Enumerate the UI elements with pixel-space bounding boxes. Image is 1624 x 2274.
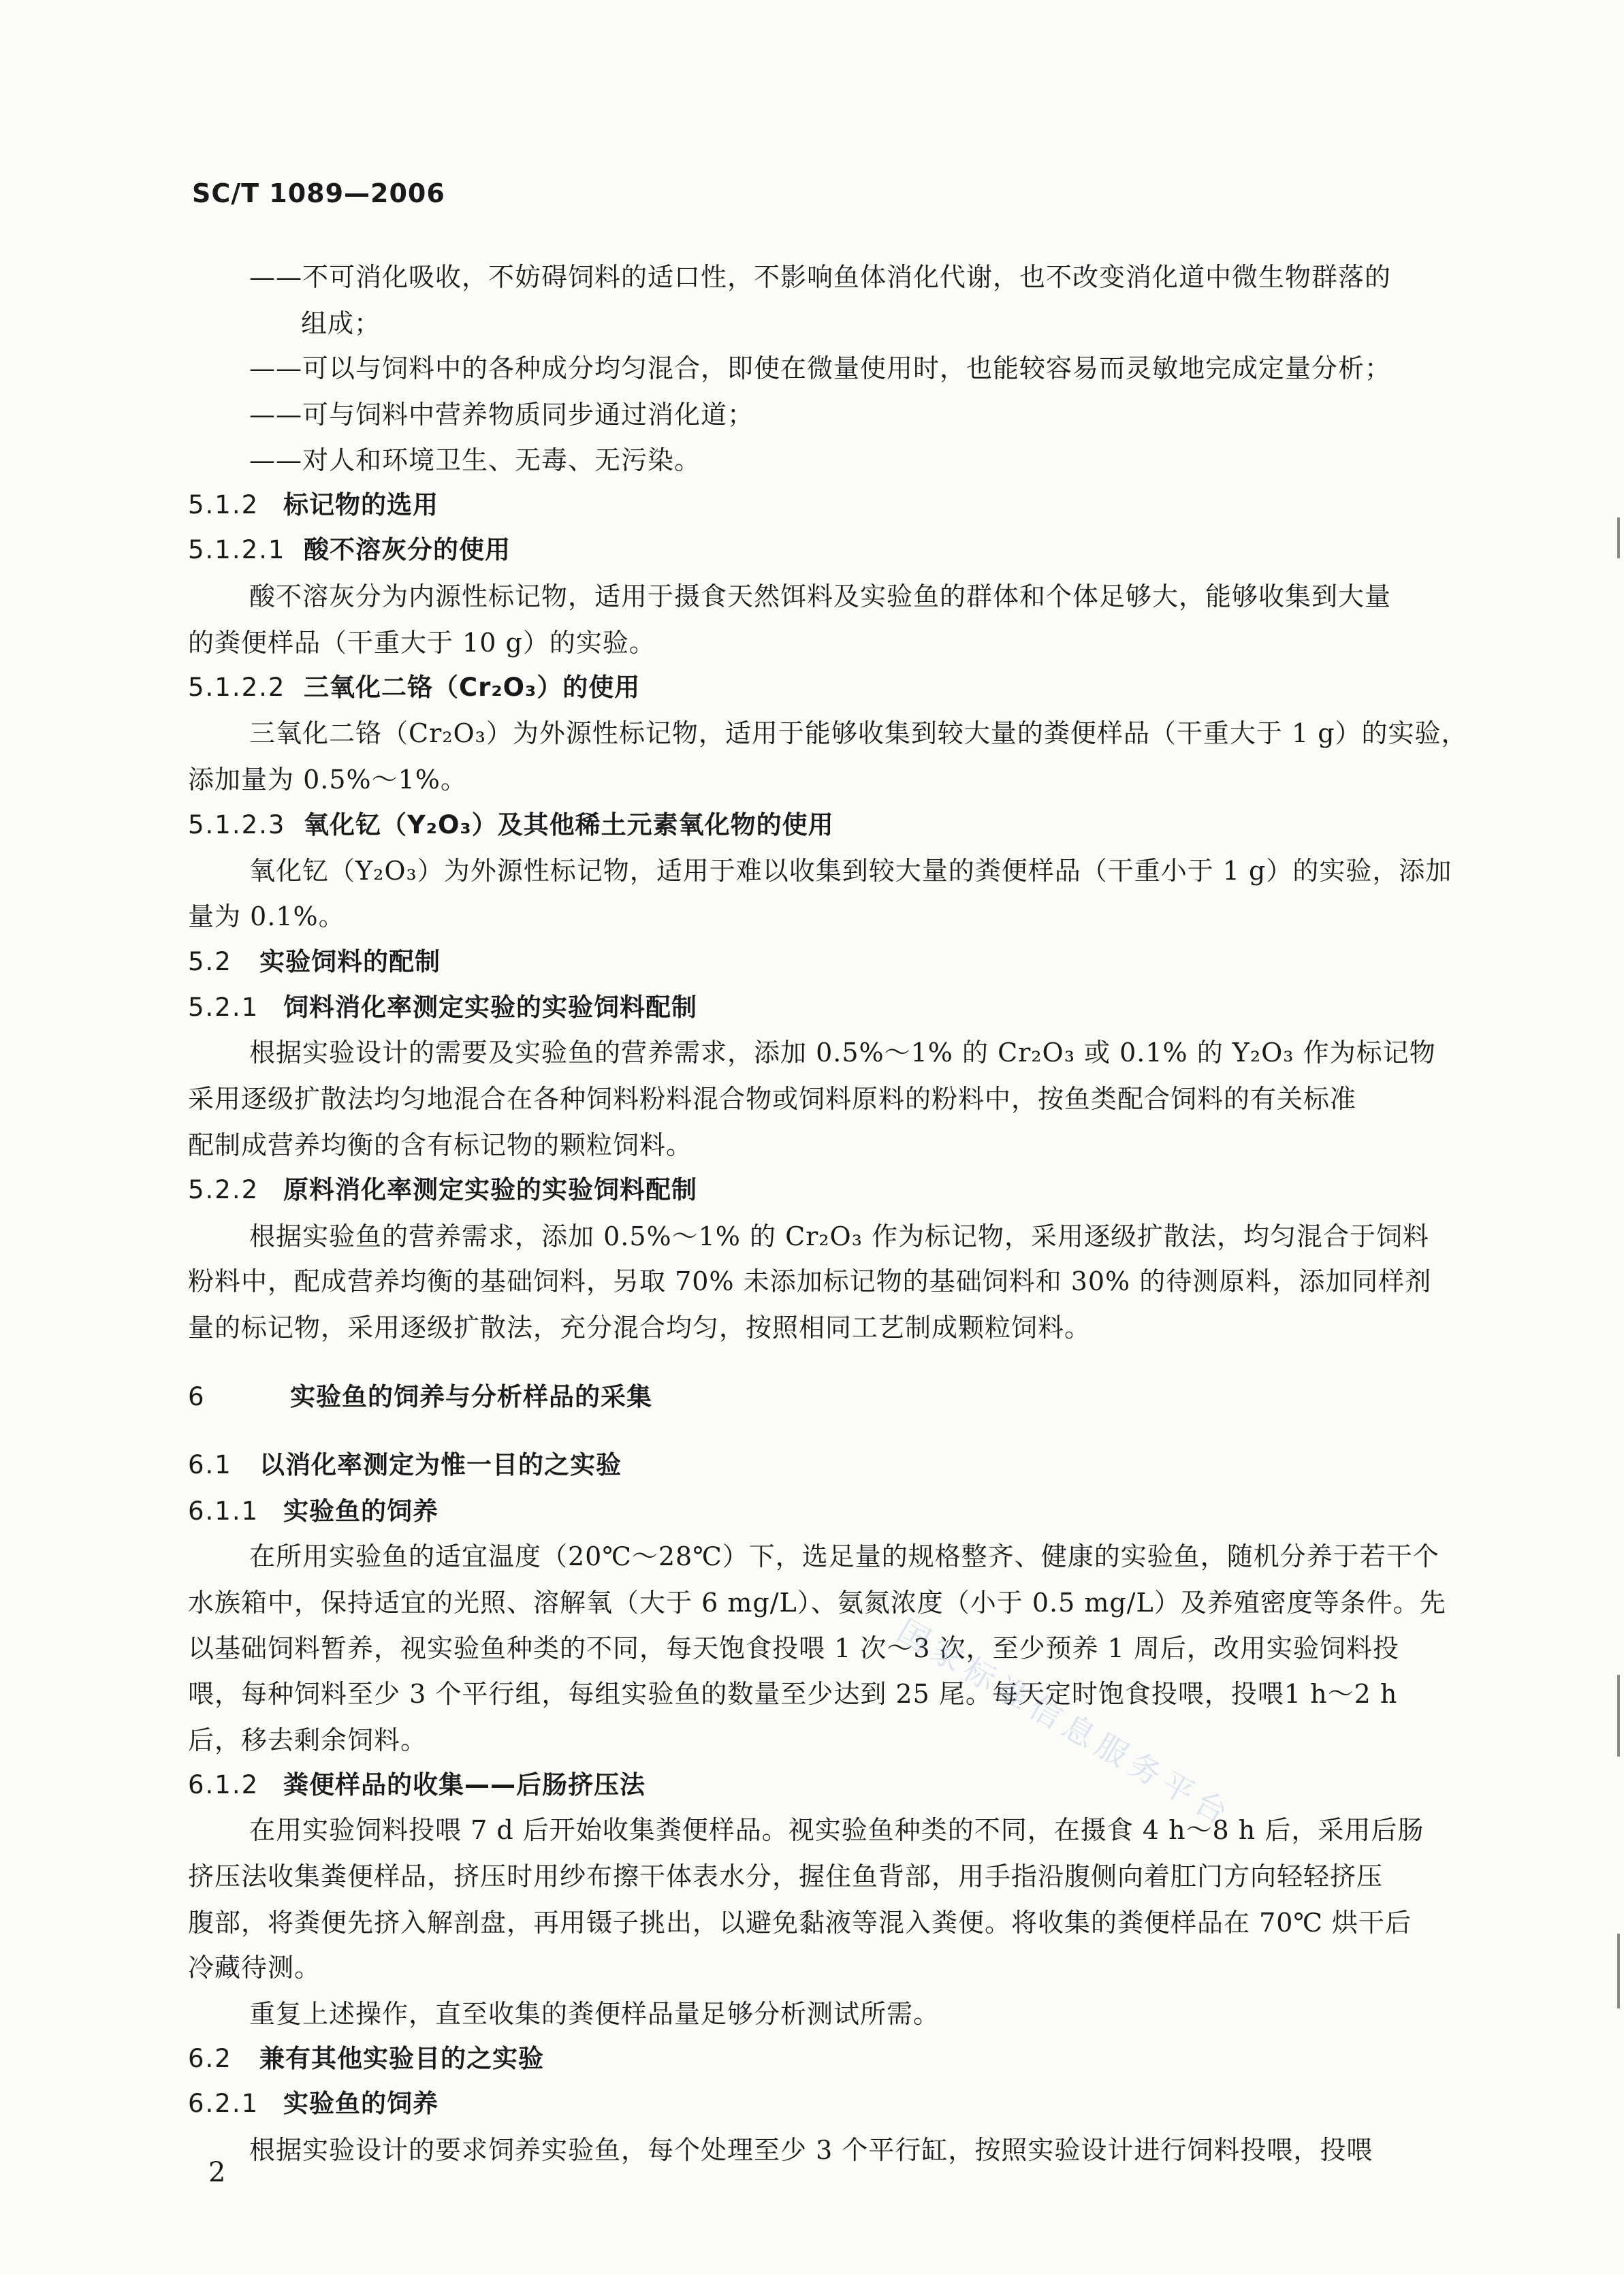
watermark: 国家标准信息服务平台 bbox=[891, 1612, 1240, 1835]
section-number: 6.1.1 bbox=[188, 1496, 259, 1526]
section-title: 实验鱼的饲养 bbox=[283, 1496, 439, 1526]
binding-mark bbox=[1617, 1675, 1620, 1757]
text-line: 三氧化二铬（Cr₂O₃）为外源性标记物，适用于能够收集到较大量的粪便样品（干重大于 1 g）的实验， bbox=[249, 718, 1468, 748]
text-line: 喂，每种饲料至少 3 个平行组，每组实验鱼的数量至少达到 25 尾。每天定时饱食投喂，投喂1 h～2 h bbox=[188, 1679, 1398, 1709]
text-line: 粉料中，配成营养均衡的基础饲料，另取 70% 未添加标记物的基础饲料和 30% 的待测原料，添加同样剂 bbox=[188, 1266, 1432, 1296]
text-line: 量的标记物，采用逐级扩散法，充分混合均匀，按照相同工艺制成颗粒饲料。 bbox=[188, 1313, 1092, 1343]
section-heading bbox=[188, 2087, 439, 2120]
section-heading bbox=[188, 1495, 439, 1528]
section-title: 标记物的选用 bbox=[283, 490, 439, 519]
section-number: 5.1.2 bbox=[188, 490, 259, 519]
text-line: ——可与饲料中营养物质同步通过消化道； bbox=[249, 400, 754, 430]
section-title: 粪便样品的收集——后肠挤压法 bbox=[283, 1770, 646, 1799]
text-line: 在所用实验鱼的适宜温度（20℃～28℃）下，选足量的规格整齐、健康的实验鱼，随机分养于若干个 bbox=[249, 1541, 1439, 1571]
text-line: 腹部，将粪便先挤入解剖盘，再用镊子挑出，以避免黏液等混入粪便。将收集的粪便样品在 70℃ 烘干后 bbox=[188, 1908, 1412, 1938]
section-heading bbox=[188, 671, 640, 704]
section-title: 饲料消化率测定实验的实验饲料配制 bbox=[283, 993, 697, 1022]
text-line: 挤压法收集粪便样品，挤压时用纱布擦干体表水分，握住鱼背部，用手指沿腹侧向着肛门方向轻轻挤压 bbox=[188, 1861, 1384, 1891]
text-line: 水族箱中，保持适宜的光照、溶解氧（大于 6 mg/L）、氨氮浓度（小于 0.5 mg/L）及养殖密度等条件。先 bbox=[188, 1588, 1446, 1618]
section-number: 5.2 bbox=[188, 947, 232, 976]
section-number: 5.1.2.2 bbox=[188, 673, 286, 702]
text-line: 添加量为 0.5%～1%。 bbox=[188, 765, 467, 795]
section-heading bbox=[188, 2043, 544, 2075]
section-heading bbox=[188, 946, 441, 978]
text-line: 酸不溶灰分为内源性标记物，适用于摄食天然饵料及实验鱼的群体和个体足够大，能够收集到大量 bbox=[249, 581, 1392, 611]
text-line: 根据实验设计的需要及实验鱼的营养需求，添加 0.5%～1% 的 Cr₂O₃ 或 0.1% 的 Y₂O₃ 作为标记物 bbox=[249, 1038, 1436, 1068]
text-line: 后，移去剩余饲料。 bbox=[188, 1725, 428, 1755]
text-line: 在用实验饲料投喂 7 d 后开始收集粪便样品。视实验鱼种类的不同，在摄食 4 h～8 h 后，采用后肠 bbox=[249, 1815, 1424, 1845]
section-number: 6 bbox=[188, 1382, 206, 1411]
text-line: 根据实验鱼的营养需求，添加 0.5%～1% 的 Cr₂O₃ 作为标记物，采用逐级扩散法，均匀混合于饲料 bbox=[249, 1221, 1430, 1251]
section-number: 6.2 bbox=[188, 2044, 232, 2073]
section-heading bbox=[188, 1381, 652, 1413]
section-number: 5.2.2 bbox=[188, 1175, 259, 1204]
page-header: SC/T 1089—2006 bbox=[192, 178, 445, 208]
section-number: 6.2.1 bbox=[188, 2089, 259, 2118]
section-heading bbox=[188, 809, 834, 842]
section-title: 氧化钇（Y₂O₃）及其他稀土元素氧化物的使用 bbox=[304, 810, 834, 839]
text-line: 的粪便样品（干重大于 10 g）的实验。 bbox=[188, 628, 656, 658]
section-number: 5.1.2.3 bbox=[188, 810, 286, 839]
section-number: 6.1 bbox=[188, 1450, 232, 1479]
text-line: 配制成营养均衡的含有标记物的颗粒饲料。 bbox=[188, 1130, 693, 1160]
section-number: 5.1.2.1 bbox=[188, 535, 286, 564]
text-line: 冷藏待测。 bbox=[188, 1953, 321, 1983]
text-line: 以基础饲料暂养，视实验鱼种类的不同，每天饱食投喂 1 次～3 次，至少预养 1 周后，改用实验饲料投 bbox=[188, 1633, 1399, 1663]
text-line: 组成； bbox=[301, 308, 381, 338]
section-title: 兼有其他实验目的之实验 bbox=[259, 2044, 544, 2073]
section-number: 5.2.1 bbox=[188, 993, 259, 1022]
binding-mark bbox=[1617, 517, 1620, 558]
text-line: ——可以与饲料中的各种成分均匀混合，即使在微量使用时，也能较容易而灵敏地完成定量分析； bbox=[249, 353, 1392, 383]
text-line: 量为 0.1%。 bbox=[188, 901, 345, 931]
section-title: 以消化率测定为惟一目的之实验 bbox=[259, 1450, 622, 1479]
binding-mark bbox=[1617, 1934, 1620, 2008]
section-heading bbox=[188, 1769, 646, 1801]
section-number: 6.1.2 bbox=[188, 1770, 259, 1799]
text-line: 根据实验设计的要求饲养实验鱼，每个处理至少 3 个平行缸，按照实验设计进行饲料投喂，投喂 bbox=[249, 2135, 1373, 2165]
text-line: ——对人和环境卫生、无毒、无污染。 bbox=[249, 445, 701, 475]
section-title: 实验饲料的配制 bbox=[259, 947, 441, 976]
text-line: 采用逐级扩散法均匀地混合在各种饲料粉料混合物或饲料原料的粉料中，按鱼类配合饲料的有关标准 bbox=[188, 1084, 1357, 1114]
section-title: 原料消化率测定实验的实验饲料配制 bbox=[283, 1175, 697, 1204]
section-heading bbox=[188, 991, 697, 1024]
section-heading bbox=[188, 489, 439, 522]
text-line: 氧化钇（Y₂O₃）为外源性标记物，适用于难以收集到较大量的粪便样品（干重小于 1 g）的实验，添加 bbox=[249, 856, 1452, 886]
page-number: 2 bbox=[208, 2157, 226, 2188]
section-title: 三氧化二铬（Cr₂O₃）的使用 bbox=[304, 673, 641, 702]
section-title: 酸不溶灰分的使用 bbox=[304, 535, 511, 564]
section-heading bbox=[188, 1174, 697, 1206]
section-heading bbox=[188, 534, 511, 566]
section-heading bbox=[188, 1449, 622, 1482]
text-line: ——不可消化吸收，不妨碍饲料的适口性，不影响鱼体消化代谢，也不改变消化道中微生物群落的 bbox=[249, 262, 1392, 292]
text-line: 重复上述操作，直至收集的粪便样品量足够分析测试所需。 bbox=[249, 1999, 940, 2029]
section-title: 实验鱼的饲养与分析样品的采集 bbox=[290, 1382, 652, 1411]
section-title: 实验鱼的饲养 bbox=[283, 2089, 439, 2118]
